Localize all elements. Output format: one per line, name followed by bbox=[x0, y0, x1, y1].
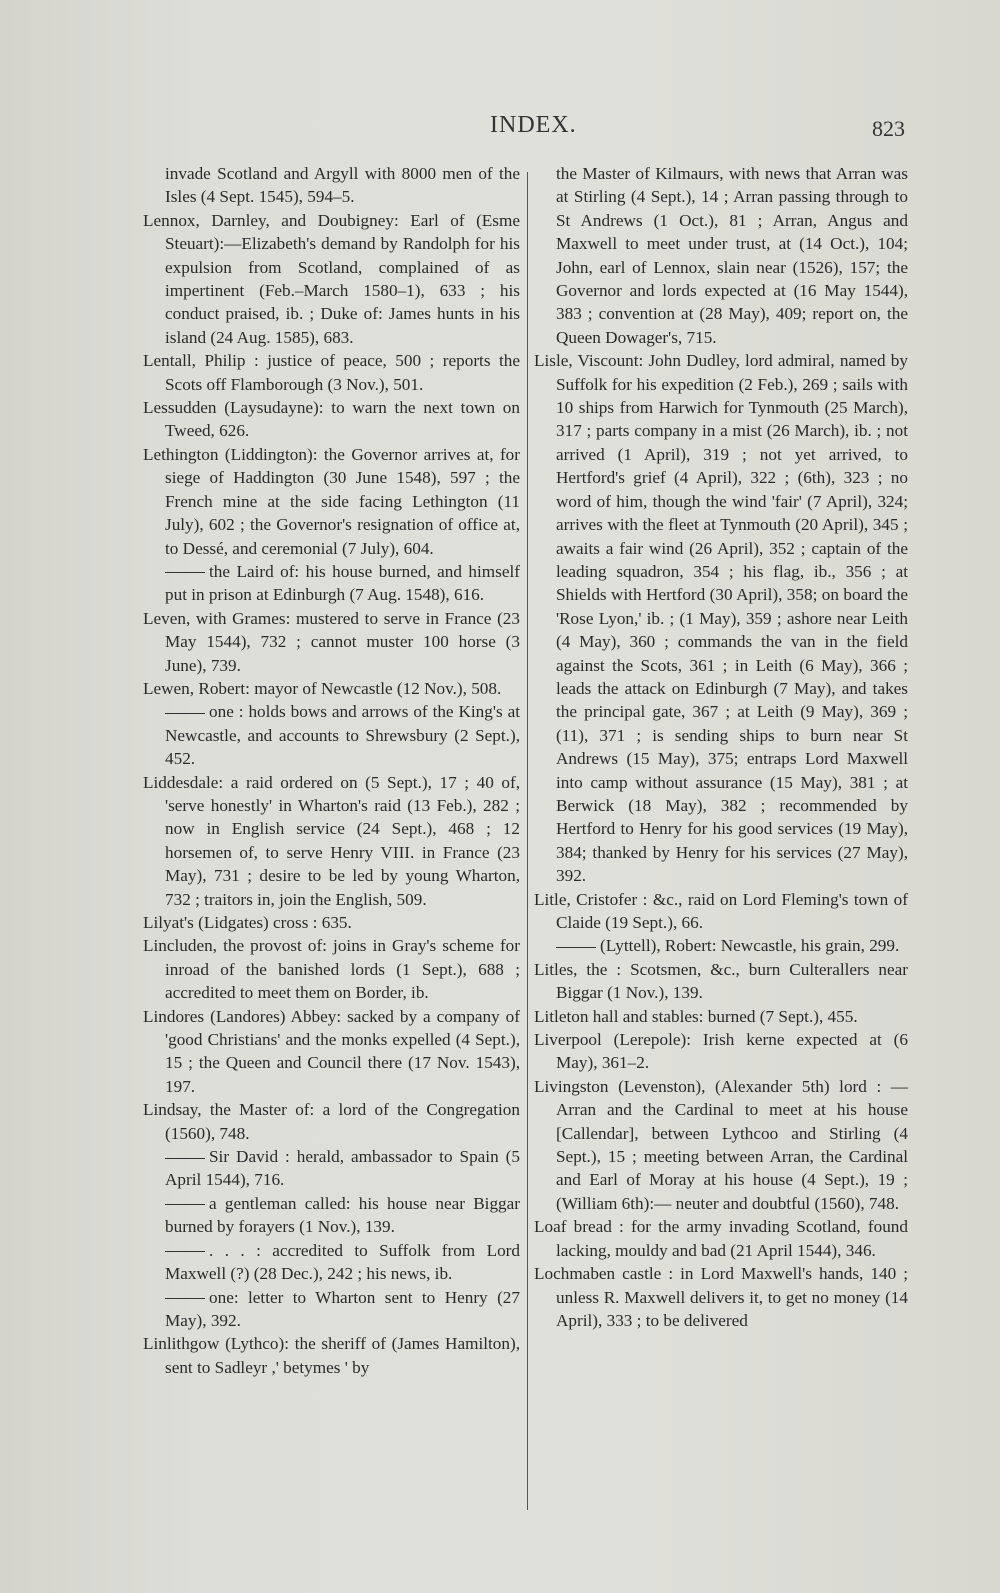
repeat-dash bbox=[165, 572, 205, 573]
index-entry bbox=[143, 1332, 520, 1379]
index-entry bbox=[143, 560, 520, 607]
index-entry-text: Litle, Cristofer : &c., raid on Lord Fleming's town of Claide (19 Sept.), 66. bbox=[534, 889, 908, 932]
index-entry-text: Lincluden, the provost of: joins in Gray's scheme for inroad of the banished lords (1 Sept.), 688 ; accredited to meet them on Border, ib. bbox=[143, 936, 520, 1003]
index-entry-text: . . . : accredited to Suffolk from Lord Maxwell (?) (28 Dec.), 242 ; his news, ib. bbox=[165, 1240, 520, 1284]
page-number: 823 bbox=[872, 116, 905, 141]
index-entry bbox=[534, 1028, 908, 1075]
index-entry bbox=[534, 1262, 908, 1332]
index-entry bbox=[143, 396, 520, 443]
page-header bbox=[0, 112, 1000, 152]
index-entry bbox=[143, 209, 520, 349]
repeat-dash bbox=[165, 1158, 205, 1159]
index-entry bbox=[143, 700, 520, 770]
index-entry-text: Lochmaben castle : in Lord Maxwell's hands, 140 ; unless R. Maxwell delivers it, to get no money (14 April), 333 ; to be delivered bbox=[534, 1264, 908, 1330]
index-entry-text: Litles, the : Scotsmen, &c., burn Culterallers near Biggar (1 Nov.), 139. bbox=[534, 959, 908, 1003]
index-entry-text: Leven, with Grames: mustered to serve in France (23 May 1544), 732 ; cannot muster 100 horse (3 June), 739. bbox=[143, 608, 520, 675]
index-entry-text: Loaf bread : for the army invading Scotland, found lacking, mouldy and bad (21 April 1544), 346. bbox=[534, 1217, 908, 1260]
index-entry bbox=[143, 911, 520, 934]
index-entry-text: Lindsay, the Master of: a lord of the Congregation (1560), 748. bbox=[143, 1100, 520, 1143]
index-entry bbox=[143, 1005, 520, 1099]
index-entry bbox=[143, 1192, 520, 1239]
index-entry bbox=[143, 349, 520, 396]
index-entry bbox=[143, 1145, 520, 1192]
left-column bbox=[143, 162, 520, 1379]
index-entry bbox=[534, 888, 908, 935]
index-entry bbox=[143, 1286, 520, 1333]
index-entry-text: Liddesdale: a raid ordered on (5 Sept.), 17 ; 40 of, 'serve honestly' in Wharton's raid (13 Feb.), 282 ; now in English service (24 Sept.), 468 ; 12 horsemen of, to serve Henry VIII. in France (23 May), 731 ; desire to be led by young Wharton, 732 ; traitors in, join the English, 509. bbox=[143, 772, 520, 909]
index-entry bbox=[534, 162, 908, 349]
index-entry-text: Linlithgow (Lythco): the sheriff of (James Hamilton), sent to Sadleyr ,' betymes ' by bbox=[143, 1334, 520, 1377]
index-entry bbox=[143, 607, 520, 677]
column-divider bbox=[527, 172, 528, 1510]
index-entry-text: Sir David : herald, ambassador to Spain (5 April 1544), 716. bbox=[165, 1147, 520, 1190]
index-entry-text: Litleton hall and stables: burned (7 Sept.), 455. bbox=[534, 1006, 858, 1026]
index-entry bbox=[534, 1075, 908, 1215]
index-entry-text: one : holds bows and arrows of the King's at Newcastle, and accounts to Shrewsbury (2 Sept.), 452. bbox=[165, 702, 520, 769]
index-entry-text: Lessudden (Laysudayne): to warn the next town on Tweed, 626. bbox=[143, 398, 520, 441]
index-entry-text: the Master of Kilmaurs, with news that Arran was at Stirling (4 Sept.), 14 ; Arran passing through to St Andrews (1 Oct.), 81 ; Arran, Angus and Maxwell to meet under trust, at (14 Oct.), 104; John, earl of Lennox, slain near (1526), 157; the Governor and lords expected at (16 May 1544), 383 ; convention at (28 May), 409; report on, the Queen Dowager's, 715. bbox=[556, 164, 908, 347]
index-entry bbox=[534, 1215, 908, 1262]
index-entry-text: the Laird of: his house burned, and himself put in prison at Edinburgh (7 Aug. 1548), 616. bbox=[165, 561, 520, 605]
index-entry bbox=[143, 1239, 520, 1286]
index-entry-text: Lewen, Robert: mayor of Newcastle (12 Nov.), 508. bbox=[143, 678, 502, 698]
repeat-dash bbox=[165, 713, 205, 714]
index-entry-text: (Lyttell), Robert: Newcastle, his grain, 299. bbox=[600, 936, 900, 956]
index-entry-text: Lilyat's (Lidgates) cross : 635. bbox=[143, 913, 352, 932]
index-entry bbox=[143, 443, 520, 560]
index-entry bbox=[534, 1005, 908, 1028]
index-entry-text: one: letter to Wharton sent to Henry (27 May), 392. bbox=[165, 1287, 520, 1330]
index-entry bbox=[143, 771, 520, 911]
repeat-dash bbox=[165, 1204, 205, 1205]
index-entry-text: Lisle, Viscount: John Dudley, lord admiral, named by Suffolk for his expedition (2 Feb.), 269 ; sails with 10 ships from Harwich for Tynmouth (25 March), 317 ; parts company in a mist (26 March), ib. ; not arrived (1 April), 319 ; not yet arrived, to Hertford's grief (4 April), 322 ; (6th), 323 ; no word of him, though the wind 'fair' (7 April), 324; arrives with the fleet at Tynmouth (20 April), 345 ; awaits a fair wind (26 April), 352 ; captain of the leading squadron, 354 ; his flag, ib., 356 ; at Shields with Hertford (30 April), 358; on board the 'Rose Lyon,' ib. ; (1 May), 359 ; ashore near Leith (4 May), 360 ; commands the van in the field against the Scots, 361 ; in Leith (6 May), 366 ; leads the attack on Edinburgh (7 May), and takes the principal gate, 367 ; at Leith (9 May), 369 ; (11), 371 ; is sending ships to burn near St Andrews (15 May), 375; entraps Lord Maxwell into camp without assurance (15 May), 381 ; at Berwick (18 May), 382 ; recommended by Hertford to Henry for his good services (19 May), 384; thanked by Henry for his services (27 May), 392. bbox=[534, 351, 908, 886]
index-entry bbox=[143, 677, 520, 700]
index-entry-text: Lennox, Darnley, and Doubigney: Earl of (Esme Steuart):—Elizabeth's demand by Randolph for his expulsion from Scotland, complained of as impertinent (Feb.–March 1580–1), 633 ; his conduct praised, ib. ; Duke of: James hunts in his island (24 Aug. 1585), 683. bbox=[143, 210, 520, 347]
repeat-dash bbox=[165, 1298, 205, 1299]
index-entry bbox=[534, 934, 908, 957]
repeat-dash bbox=[556, 947, 596, 948]
page-title: INDEX. bbox=[490, 112, 577, 138]
index-entry-text: Lentall, Philip : justice of peace, 500 ; reports the Scots off Flamborough (3 Nov.), 501. bbox=[143, 351, 520, 394]
index-entry-text: Lindores (Landores) Abbey: sacked by a company of 'good Christians' and the monks expelled (4 Sept.), 15 ; the Queen and Council there (17 Nov. 1543), 197. bbox=[143, 1006, 520, 1096]
right-column bbox=[534, 162, 908, 1332]
index-entry-text: Liverpool (Lerepole): Irish kerne expected at (6 May), 361–2. bbox=[534, 1030, 908, 1073]
index-entry bbox=[143, 934, 520, 1004]
index-entry bbox=[143, 162, 520, 209]
index-entry-text: invade Scotland and Argyll with 8000 men of the Isles (4 Sept. 1545), 594–5. bbox=[165, 164, 520, 207]
index-entry bbox=[143, 1098, 520, 1145]
repeat-dash bbox=[165, 1251, 205, 1252]
index-entry-text: Lethington (Liddington): the Governor arrives at, for siege of Haddington (30 June 1548), 597 ; the French mine at the side facing Lethington (11 July), 602 ; the Governor's resignation of office at, to Dessé, and ceremonial (7 July), 604. bbox=[143, 444, 520, 558]
index-entry-text: a gentleman called: his house near Biggar burned by forayers (1 Nov.), 139. bbox=[165, 1193, 520, 1237]
index-entry bbox=[534, 349, 908, 887]
index-entry bbox=[534, 958, 908, 1005]
index-entry-text: Livingston (Levenston), (Alexander 5th) lord : —Arran and the Cardinal to meet at his house [Callendar], between Lythcoo and Stirling (4 Sept.), 15 ; meeting between Arran, the Cardinal and Earl of Moray at his house (4 Sept.), 19 ; (William 6th):— neuter and doubtful (1560), 748. bbox=[534, 1076, 908, 1213]
